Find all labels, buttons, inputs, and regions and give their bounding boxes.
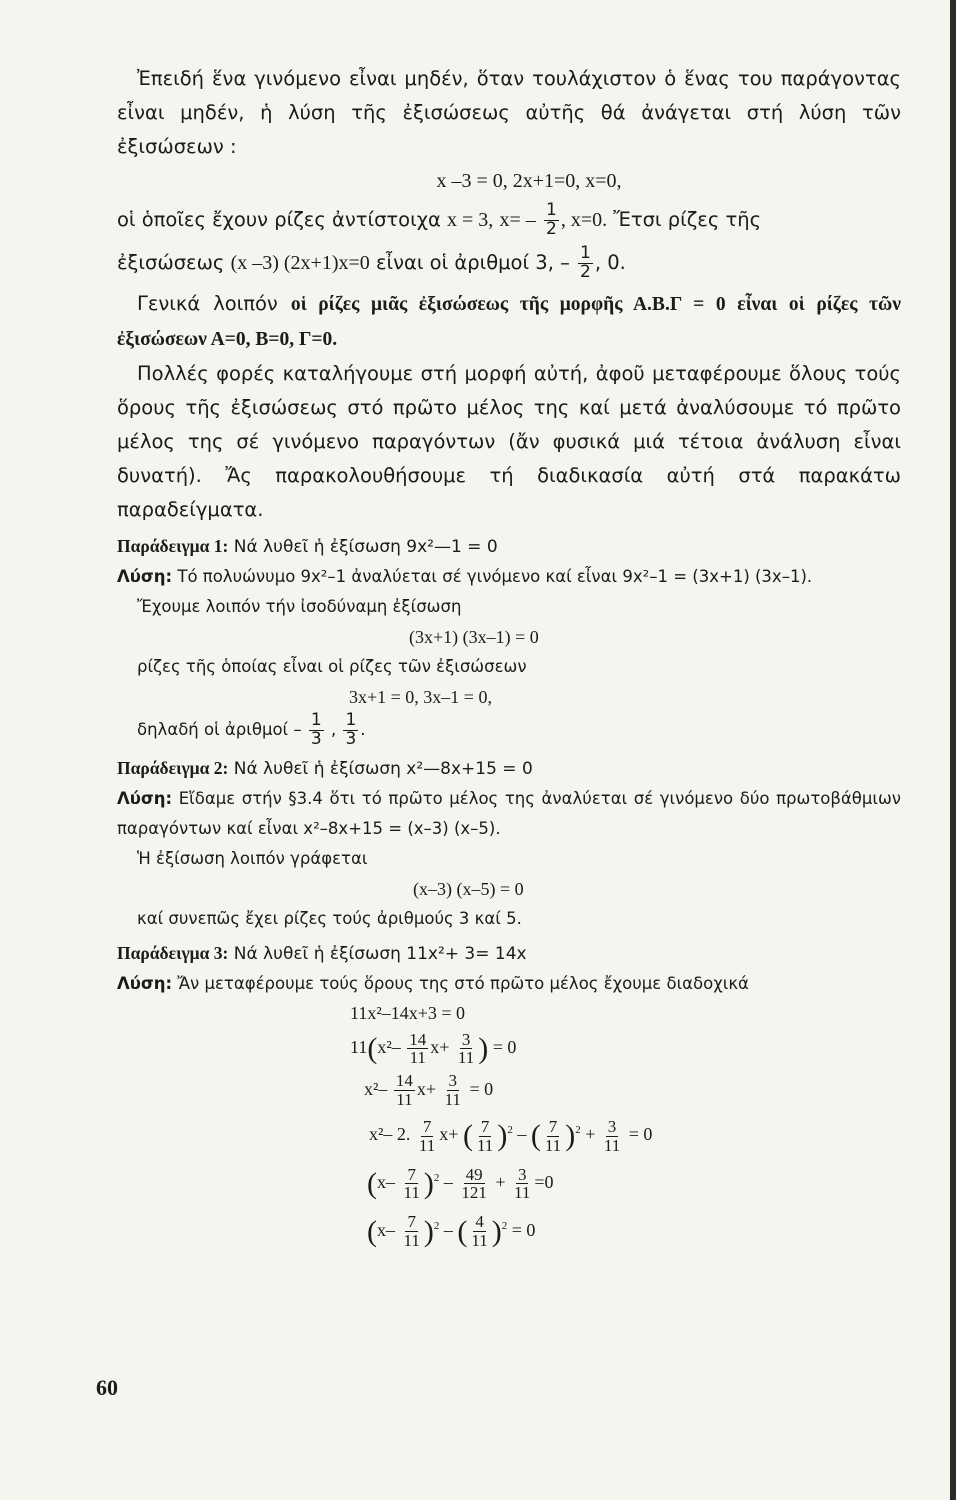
fraction-3-11-b: $\frac{3}{11}$ — [444, 1071, 461, 1110]
fraction-one-half: $\frac{1}{2}$ — [546, 200, 557, 239]
roots-line: οἱ ὁποῖες ἔχουν ρίζες ἀντίστοιχα x = 3, x= – $\frac{1}{2}$ , x=0. Ἔτσι ρίζες τῆς — [117, 200, 762, 239]
fraction-one-third: $\frac{1}{3}$ — [310, 710, 322, 750]
example-2-line2: Ἡ ἐξίσωση λοιπόν γράφεται — [137, 849, 368, 869]
example-1-eq: (3x+1) (3x–1) = 0 — [409, 627, 539, 648]
intro-paragraph: Ἐπειδή ἕνα γινόμενο εἶναι μηδέν, ὅταν τουλάχιστον ὁ ἕνας του παράγοντας εἶναι μηδέν, ἡ λύση τῆς ἐξισώσεως αὐτῆς θά ἀνάγεται στή λύση τῶν ἐξισώσεων : — [117, 67, 901, 158]
document-page — [117, 62, 901, 1253]
example-1-line3: ρίζες τῆς ὁποίας εἶναι οἱ ρίζες τῶν ἐξισώσεων — [137, 657, 527, 677]
example-2-eq: (x–3) (x–5) = 0 — [413, 879, 524, 900]
fraction-7-11-c: $\frac{7}{11}$ — [544, 1116, 562, 1155]
example-2-line3: καί συνεπῶς ἔχει ρίζες τούς ἀριθμούς 3 καί 5. — [137, 909, 522, 929]
fraction-7-11-d: $\frac{7}{11}$ — [403, 1164, 420, 1203]
fraction-49-121: $\frac{49}{121}$ — [461, 1164, 487, 1203]
fraction-one-third-b: $\frac{1}{3}$ — [345, 710, 357, 750]
page-number: 60 — [96, 1375, 118, 1400]
step-6: (x– $\frac{7}{11}$ )$^2$ – ( $\frac{4}{11}$ )$^2$ = 0 — [367, 1212, 536, 1251]
fraction-14-11-b: $\frac{14}{11}$ — [395, 1071, 413, 1110]
example-1-eq2: 3x+1 = 0, 3x–1 = 0, — [349, 687, 492, 708]
example-3-solution: Λύση: Ἄν μεταφέρουμε τούς ὅρους της στό πρῶτο μέλος ἔχουμε διαδοχικά — [117, 974, 749, 994]
example-3-title: Παράδειγμα 3: Νά λυθεῖ ἡ ἐξίσωση 11x²+ 3= 14x — [117, 943, 527, 965]
fraction-7-11-e: $\frac{7}{11}$ — [403, 1212, 420, 1251]
fraction-4-11: $\frac{4}{11}$ — [471, 1212, 488, 1251]
fraction-7-11: $\frac{7}{11}$ — [418, 1116, 436, 1155]
fraction-one-half-b: $\frac{1}{2}$ — [580, 242, 591, 282]
step-5: (x– $\frac{7}{11}$ )$^2$ – $\frac{49}{121}$ + $\frac{3}{11}$ =0 — [367, 1164, 554, 1203]
equation-roots-line: ἐξισώσεως (x –3) (2x+1)x=0 εἶναι οἱ ἀριθμοί 3, – $\frac{1}{2}$ , 0. — [117, 242, 626, 282]
example-2-solution: Λύση: Εἴδαμε στήν §3.4 ὅτι τό πρῶτο μέλος της ἀναλύεται σέ γινόμενο δύο πρωτοβάθμιων παραγόντων καί εἶναι x²–8x+15 = (x–3) (x–5). — [117, 789, 901, 839]
step-1: 11x²–14x+3 = 0 — [350, 1003, 466, 1024]
step-4: x²– 2. $\frac{7}{11}$ x+ ( $\frac{7}{11}$ )$^2$ – ( $\frac{7}{11}$ )$^2$ + $\frac{3}{11}$ = 0 — [369, 1116, 653, 1155]
example-1-solution: Λύση: Τό πολυώνυμο 9x²–1 ἀναλύεται σέ γινόμενο καί εἶναι 9x²–1 = (3x+1) (3x–1). — [117, 567, 813, 587]
fraction-3-11: $\frac{3}{11}$ — [457, 1029, 475, 1068]
example-1-title: Παράδειγμα 1: Νά λυθεῖ ἡ ἐξίσωση 9x²—1 = 0 — [117, 536, 498, 558]
step-3: x²– $\frac{14}{11}$ x+ $\frac{3}{11}$ = 0 — [364, 1071, 494, 1110]
method-paragraph: Πολλές φορές καταλήγουμε στή μορφή αὐτή, ἀφοῦ μεταφέρουμε ὅλους τούς ὅρους τῆς ἐξισώσεως στό πρῶτο μέλος της καί μετά ἀναλύσουμε τό πρῶτο μέλος της σέ γινόμενο παραγόντων (ἄν φυσικά μιά τέτοια ἀνάλυση εἶναι δυνατή). Ἄς παρακολουθήσουμε τή διαδικασία αὐτή στά παρακάτω παραδείγματα. — [117, 362, 901, 522]
fraction-3-11-d: $\frac{3}{11}$ — [514, 1164, 531, 1203]
example-1-line2: Ἔχουμε λοιπόν τήν ἰσοδύναμη ἐξίσωση — [137, 597, 462, 617]
step-2: 11(x²– $\frac{14}{11}$ x+ $\frac{3}{11}$ ) = 0 — [350, 1029, 517, 1068]
example-2-title: Παράδειγμα 2: Νά λυθεῖ ἡ ἐξίσωση x²—8x+15 = 0 — [117, 758, 533, 780]
example-1-line4: δηλαδή οἱ ἀριθμοί – $\frac{1}{3}$ , $\frac{1}{3}$ . — [137, 710, 366, 750]
general-rule: Γενικά λοιπόν οἱ ρίζες μιᾶς ἐξισώσεως τῆς μορφῆς Α.Β.Γ = 0 εἶναι οἱ ρίζες τῶν ἐξισώσεων Α=0, Β=0, Γ=0. — [117, 292, 902, 351]
page-edge-shadow — [950, 0, 956, 1500]
equation-factors: x –3 = 0, 2x+1=0, x=0, — [436, 170, 622, 192]
fraction-7-11-b: $\frac{7}{11}$ — [476, 1116, 494, 1155]
fraction-3-11-c: $\frac{3}{11}$ — [603, 1116, 621, 1155]
fraction-14-11: $\frac{14}{11}$ — [409, 1029, 427, 1068]
